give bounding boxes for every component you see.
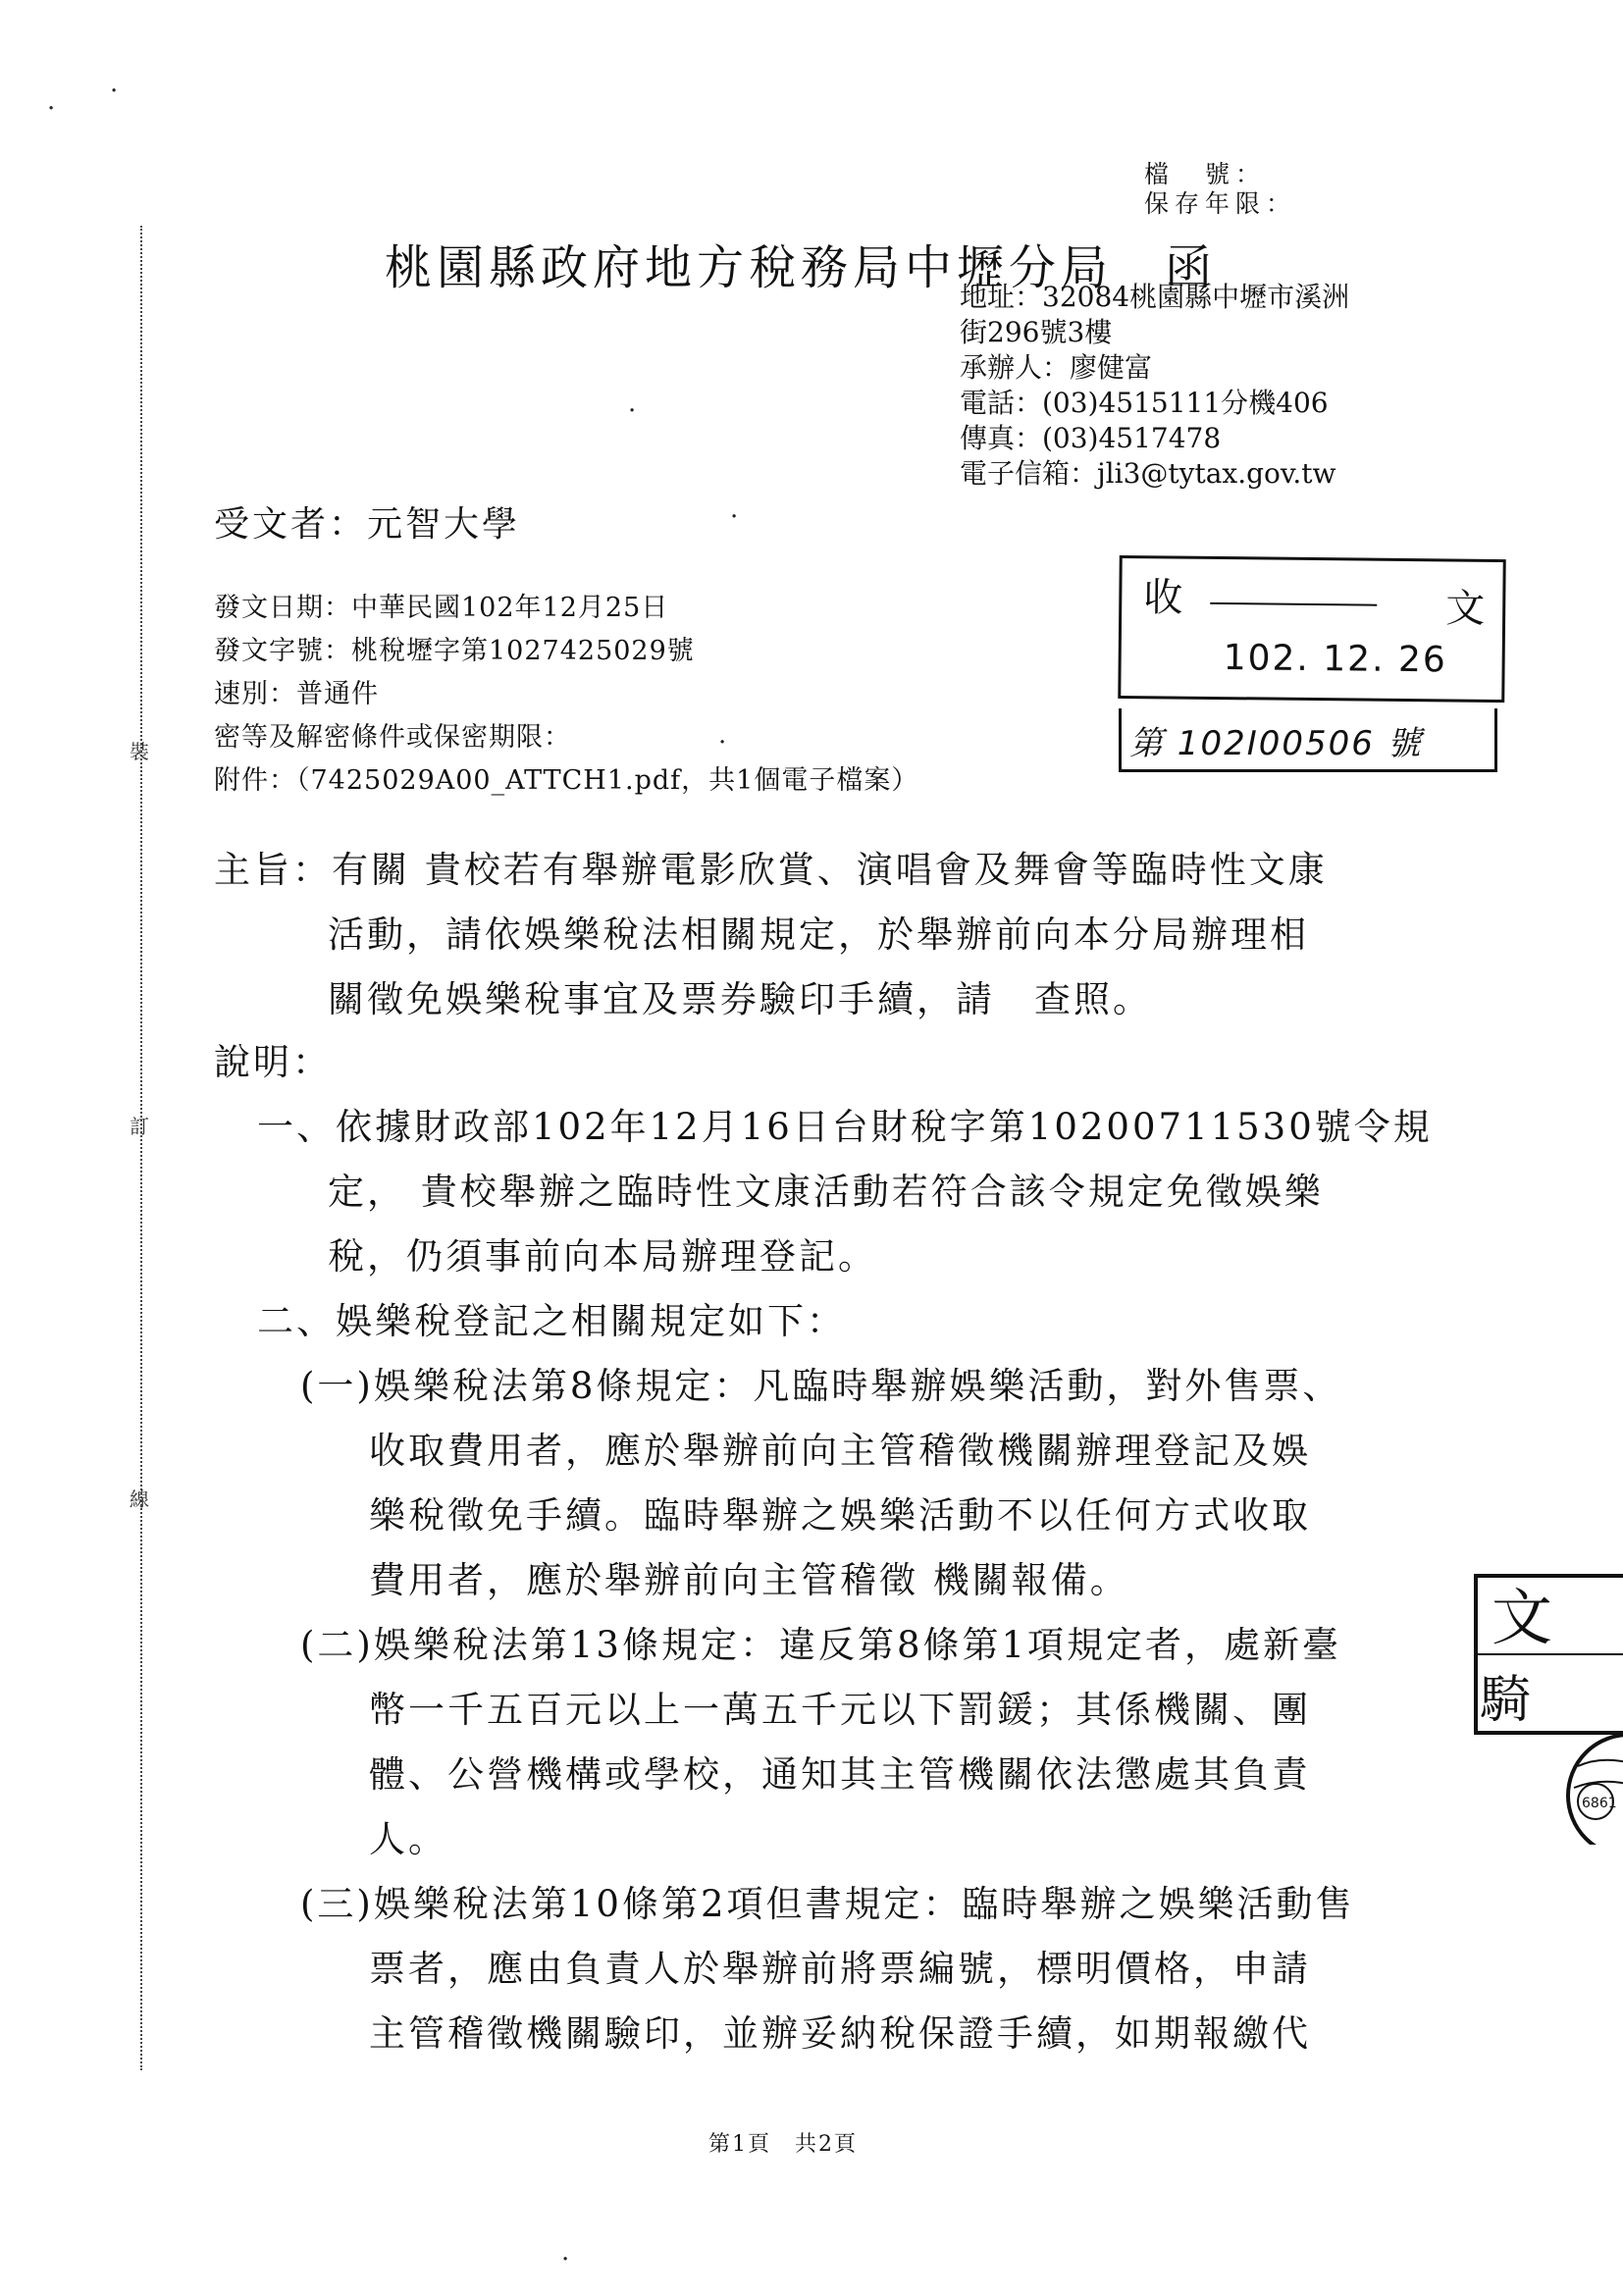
- sub1-line-1: (一)娛樂稅法第8條規定：凡臨時舉辦娛樂活動，對外售票、: [300, 1365, 1342, 1407]
- margin-mark-bind: 裝: [130, 740, 149, 763]
- item1-line-1: 一、依據財政部102年12月16日台財稅字第10200711530號令規: [257, 1106, 1433, 1148]
- scan-speck: ·: [561, 2245, 570, 2274]
- sub3-line-2: 票者，應由負責人於舉辦前將票編號，標明價格，申請: [369, 1948, 1311, 1990]
- scan-speck: ·: [628, 396, 637, 426]
- sub2-line-1: (二)娛樂稅法第13條規定：違反第8條第1項規定者，處新臺: [300, 1624, 1342, 1666]
- retention-period-label: 保存年限：: [1144, 189, 1297, 218]
- address-line2: 街296號3樓: [960, 316, 1113, 348]
- stamp-receive-char: 收: [1143, 575, 1183, 621]
- sub3-line-1: (三)娛樂稅法第10條第2項但書規定：臨時舉辦之娛樂活動售: [300, 1883, 1355, 1925]
- stamp-document-char: 文: [1444, 586, 1486, 632]
- stamp-number: 第 102I00506 號: [1129, 724, 1423, 763]
- seal-graphic: [1472, 1570, 1623, 1845]
- page-number: 第1頁 共2頁: [708, 2132, 858, 2157]
- sub1-line-4: 費用者，應於舉辦前向主管稽徵 機關報備。: [369, 1559, 1129, 1601]
- margin-mark-line: 線: [130, 1487, 149, 1511]
- scan-speck: ·: [110, 77, 119, 106]
- explanation-heading: 說明：: [214, 1041, 332, 1083]
- sub3-line-3: 主管稽徵機關驗印，並辦妥納稅保證手續，如期報繳代: [369, 2012, 1311, 2055]
- partial-seal: [1472, 1570, 1623, 1845]
- subject-line-2: 活動，請依娛樂稅法相關規定，於舉辦前向本分局辦理相: [328, 913, 1309, 956]
- document-title: 桃園縣政府地方稅務局中壢分局 函: [385, 240, 1218, 295]
- subject-line-1: 主旨：有關 貴校若有舉辦電影欣賞、演唱會及舞會等臨時性文康: [214, 849, 1328, 891]
- seal-char-2: 騎: [1480, 1671, 1532, 1730]
- sub2-line-3: 體、公營機構或學校，通知其主管機關依法懲處其負責: [369, 1753, 1311, 1796]
- phone: 電話：(03)4515111分機406: [960, 387, 1329, 419]
- sub1-line-3: 樂稅徵免手續。臨時舉辦之娛樂活動不以任何方式收取: [369, 1494, 1311, 1537]
- scan-speck: ·: [730, 502, 739, 532]
- binding-line: [140, 226, 142, 2070]
- sub2-line-2: 幣一千五百元以上一萬五千元以下罰鍰；其係機關、團: [369, 1689, 1311, 1731]
- seal-number: 6861: [1582, 1796, 1617, 1811]
- seal-char-1: 文: [1492, 1582, 1553, 1653]
- archive-number-label: 檔 號：: [1144, 160, 1267, 188]
- contact-block: [960, 280, 1349, 492]
- sub1-line-2: 收取費用者，應於舉辦前向主管稽徵機關辦理登記及娛: [369, 1430, 1311, 1472]
- stamp-underline: [1210, 602, 1377, 606]
- stamp-number-box: [1119, 708, 1497, 772]
- fax: 傳真：(03)4517478: [960, 422, 1222, 454]
- recipient: 受文者：元智大學: [214, 504, 521, 545]
- item2-heading: 二、娛樂稅登記之相關規定如下：: [257, 1300, 846, 1342]
- issue-date: 發文日期：中華民國102年12月25日: [214, 593, 669, 623]
- item1-line-3: 稅，仍須事前向本局辦理登記。: [328, 1235, 877, 1278]
- doc-info: [214, 587, 918, 803]
- sub2-line-4: 人。: [369, 1818, 447, 1860]
- scan-speck: ·: [718, 728, 727, 757]
- subject-line-3: 關徵免娛樂稅事宜及票券驗印手續，請 查照。: [328, 978, 1152, 1020]
- receipt-stamp: [1118, 555, 1506, 703]
- email: 電子信箱：jli3@tytax.gov.tw: [960, 457, 1336, 490]
- doc-number: 發文字號：桃稅壢字第1027425029號: [214, 636, 695, 666]
- address-line1: 地址：32084桃園縣中壢市溪洲: [960, 281, 1350, 313]
- attachment: 附件：（7425029A00_ATTCH1.pdf，共1個電子檔案）: [214, 765, 919, 796]
- speed-class: 速別：普通件: [214, 679, 379, 709]
- secrecy-level: 密等及解密條件或保密期限：: [214, 722, 571, 753]
- item1-line-2: 定， 貴校舉辦之臨時性文康活動若符合該令規定免徵娛樂: [328, 1171, 1324, 1213]
- stamp-date: 102. 12. 26: [1223, 638, 1447, 681]
- handler: 承辦人：廖健富: [960, 351, 1153, 384]
- margin-mark-staple: 訂: [130, 1115, 149, 1138]
- scan-speck: ·: [47, 94, 56, 124]
